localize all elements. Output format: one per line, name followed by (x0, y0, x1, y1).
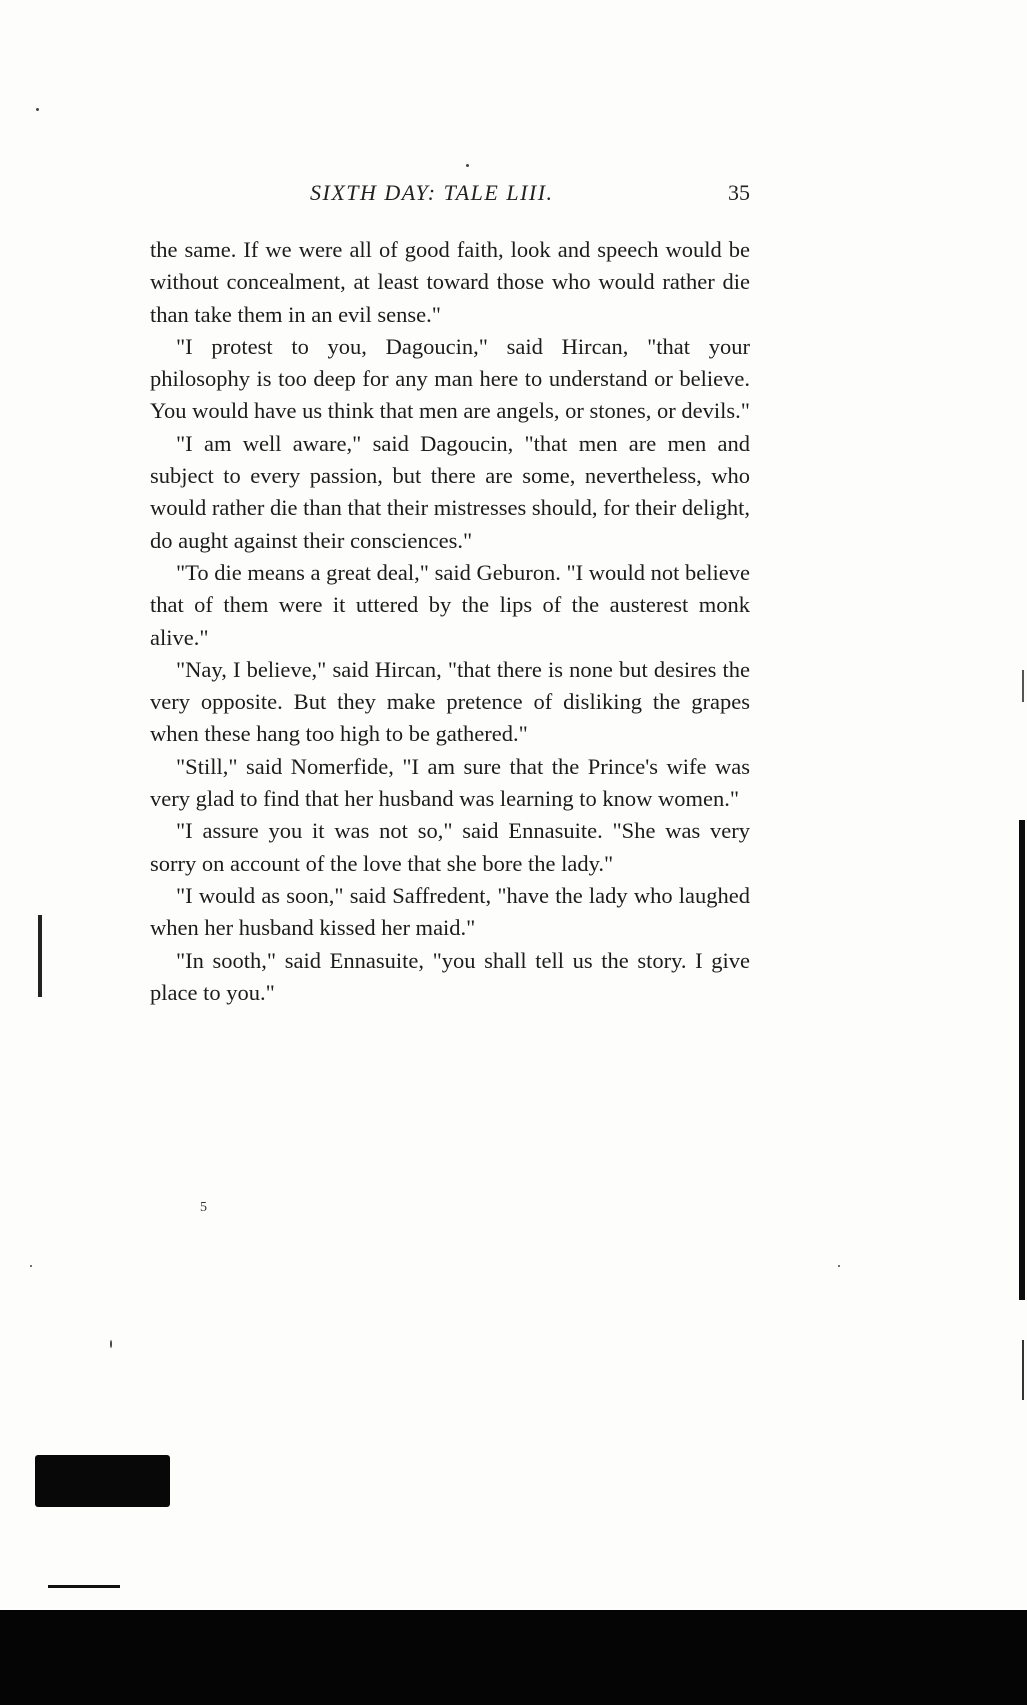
paragraph: the same. If we were all of good faith, look and speech would be without concealment, at least toward those who would rather die than take them in an evil sense." (150, 237, 750, 327)
signature-mark: 5 (200, 1200, 207, 1215)
paragraph: "I am well aware," said Dagoucin, "that men are men and subject to every passion, but there are some, nevertheless, who would rather die than that their mistresses should, for their delight, do aught against their consciences." (150, 430, 750, 553)
paragraph: "To die means a great deal," said Geburon. "I would not believe that of them were it uttered by the lips of the austerest monk alive." (150, 559, 750, 650)
scan-speck (30, 1265, 32, 1267)
scan-bottom-edge (0, 1610, 1027, 1705)
paragraph: "In sooth," said Ennasuite, "you shall tell us the story. I give place to you." (150, 947, 750, 1005)
scan-margin-mark (38, 915, 42, 997)
paragraph: "I protest to you, Dagoucin," said Hircan, "that your philosophy is too deep for any man here to understand or believe. You would have us think that men are angels, or stones, or devils." (150, 333, 750, 424)
scan-edge-bar (1019, 820, 1025, 1300)
scan-speck (110, 1340, 112, 1348)
paragraph: "I would as soon," said Saffredent, "have the lady who laughed when her husband kissed her maid." (150, 882, 750, 941)
scan-speck (466, 164, 469, 167)
paragraph: "Still," said Nomerfide, "I am sure that the Prince's wife was very glad to find that her husband was learning to know women." (150, 753, 750, 812)
scan-edge-tick (1022, 670, 1024, 702)
scan-blot (35, 1455, 170, 1507)
paragraph: "Nay, I believe," said Hircan, "that there is none but desires the very opposite. But they make pretence of disliking the grapes when these hang too high to be gathered." (150, 656, 750, 747)
scan-speck (838, 1265, 840, 1267)
body-text (150, 234, 750, 1009)
paragraph: "I assure you it was not so," said Ennasuite. "She was very sorry on account of the love that she bore the lady." (150, 818, 750, 876)
scan-edge-line (1022, 1340, 1024, 1400)
scan-speck (36, 108, 39, 111)
running-title: SIXTH DAY: TALE LIII. (310, 180, 554, 205)
scan-dash (48, 1585, 120, 1588)
page-number: 35 (728, 180, 750, 205)
running-head (150, 180, 750, 216)
